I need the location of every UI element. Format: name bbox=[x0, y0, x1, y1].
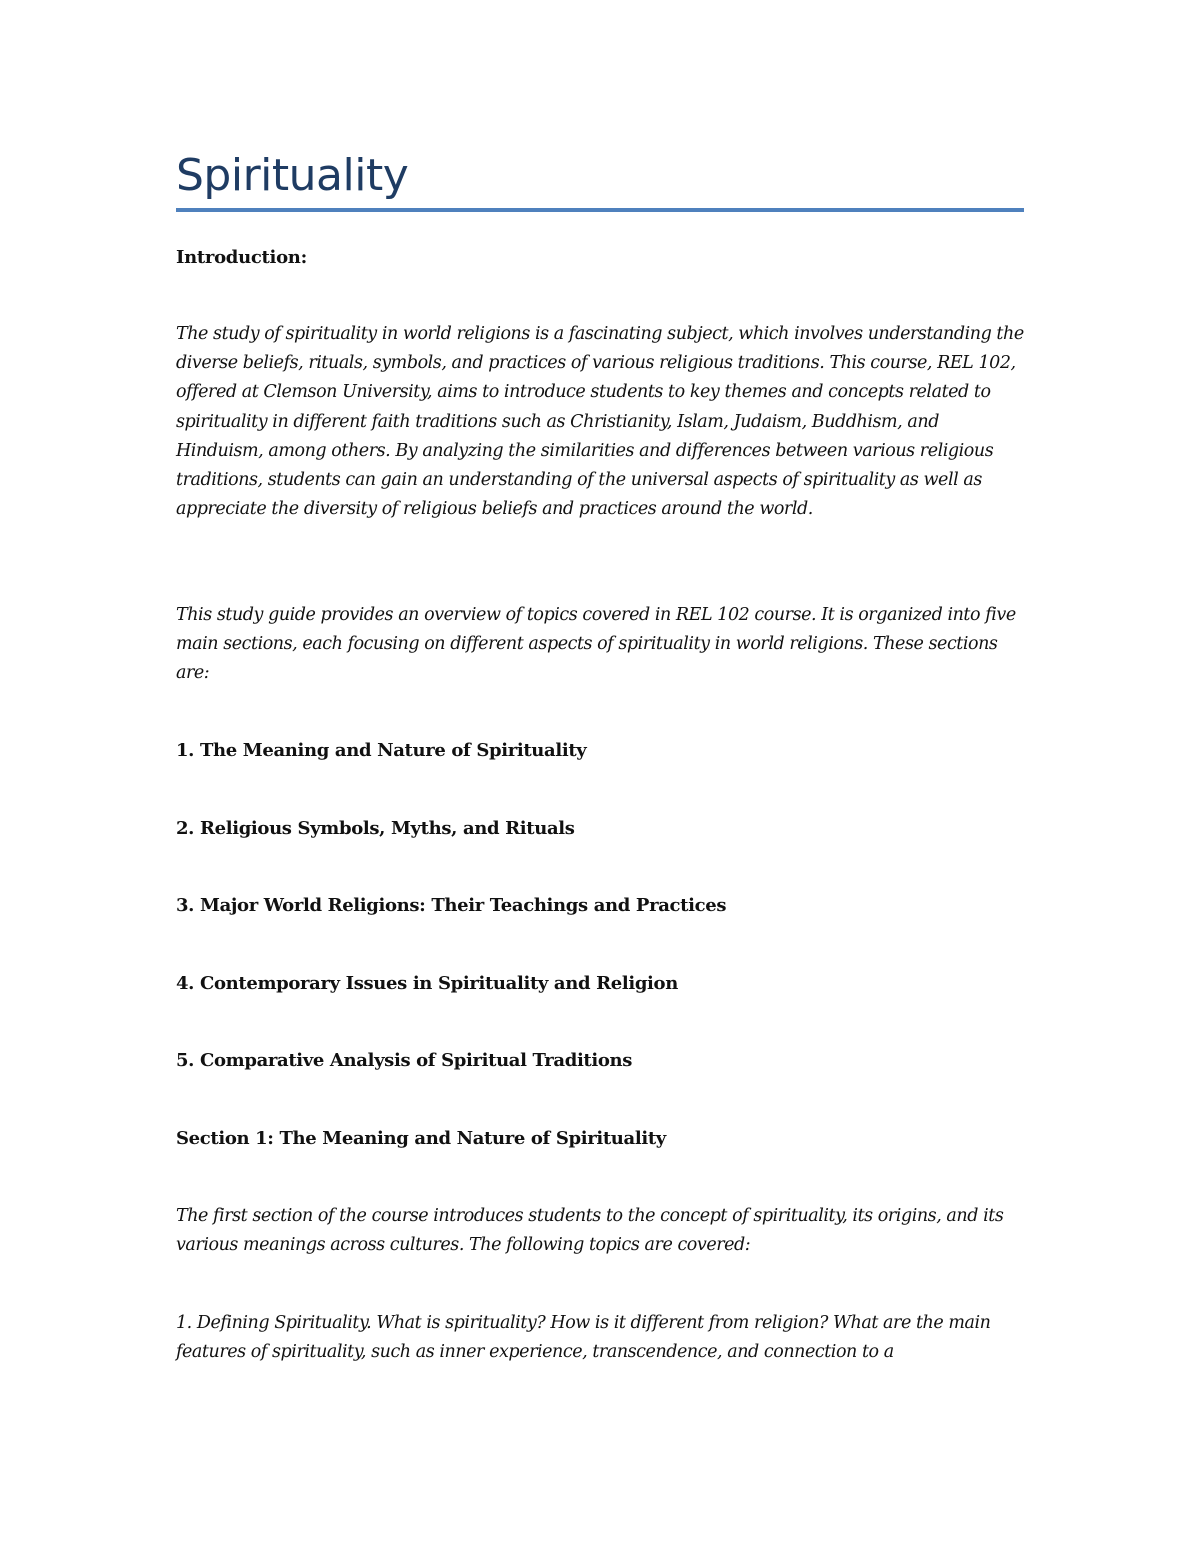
outline-item-3: 3. Major World Religions: Their Teachings and Practices bbox=[176, 895, 727, 916]
outline-item-2: 2. Religious Symbols, Myths, and Rituals bbox=[176, 818, 575, 839]
title-underline bbox=[176, 208, 1024, 212]
section-1-item-1: 1. Defining Spirituality. What is spirituality? How is it different from religion? What are the main features of spirituality, such as inner experience, transcendence, and connection to a bbox=[176, 1313, 991, 1363]
section-1-heading: Section 1: The Meaning and Nature of Spirituality bbox=[176, 1128, 666, 1149]
document-body bbox=[176, 148, 1024, 1363]
outline-item-5: 5. Comparative Analysis of Spiritual Traditions bbox=[176, 1050, 633, 1071]
intro-paragraph-2: This study guide provides an overview of topics covered in REL 102 course. It is organized into five main sections, each focusing on different aspects of spirituality in world religions. These sections are: bbox=[176, 605, 1016, 684]
introduction-heading: Introduction: bbox=[176, 247, 307, 268]
outline-item-1: 1. The Meaning and Nature of Spirituality bbox=[176, 740, 587, 761]
intro-paragraph-1: The study of spirituality in world religions is a fascinating subject, which involves understanding the diverse beliefs, rituals, symbols, and practices of various religious traditions. This course, REL 102, offered at Clemson University, aims to introduce students to key themes and concepts related to spirituality in different faith traditions such as Christianity, Islam, Judaism, Buddhism, and Hinduism, among others. By analyzing the similarities and differences between various religious traditions, students can gain an understanding of the universal aspects of spirituality as well as appreciate the diversity of religious beliefs and practices around the world. bbox=[176, 324, 1024, 520]
outline-item-4: 4. Contemporary Issues in Spirituality and Religion bbox=[176, 973, 678, 994]
section-1-intro: The first section of the course introduces students to the concept of spirituality, its origins, and its various meanings across cultures. The following topics are covered: bbox=[176, 1206, 1004, 1256]
document-title: Spirituality bbox=[176, 150, 409, 201]
